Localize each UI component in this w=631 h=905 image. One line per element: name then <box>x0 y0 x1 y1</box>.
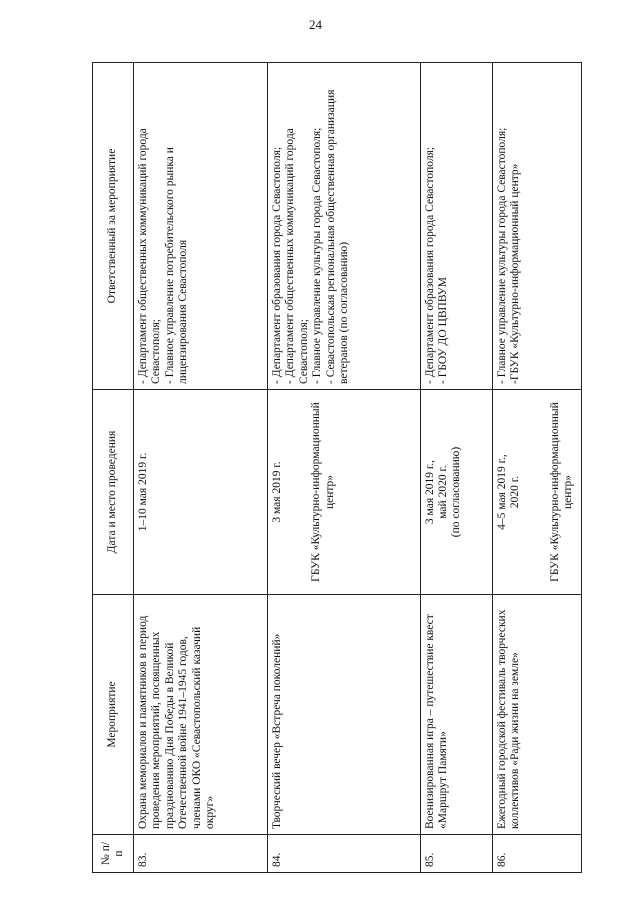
table-header-row <box>93 63 134 873</box>
date-line: (по согласованию) <box>450 446 463 538</box>
responsible-line: - Департамент образования города Севастополя; <box>271 146 283 384</box>
responsible-line: - Главное управление культуры города Севастополя; <box>495 127 508 384</box>
date-line: 4–5 мая 2019 г., <box>495 454 508 530</box>
responsible-line: - Главное управление потребительского рынка и лицензирования Севастополя <box>163 147 190 384</box>
row-date <box>492 390 581 595</box>
table-row <box>134 63 268 873</box>
place-line: ГБУК «Культурно-информационный центр» <box>548 402 574 582</box>
row-event: Военизированная игра – путешествие квест «Маршрут Памяти» <box>420 595 492 835</box>
table-row <box>268 63 421 873</box>
row-responsible <box>268 63 421 390</box>
responsible-line: - Департамент образования города Севастополя; <box>423 146 436 384</box>
header-responsible: Ответственный за мероприятие <box>93 63 134 390</box>
page-number: 24 <box>309 17 322 32</box>
row-responsible <box>492 63 581 390</box>
date-line: 3 мая 2019 г. <box>271 461 283 523</box>
row-date <box>420 390 492 595</box>
events-table <box>92 62 582 873</box>
responsible-line: - ГБОУ ДО ЦВПВУМ <box>436 277 449 384</box>
header-num: № п/п <box>93 835 134 873</box>
responsible-line: - Департамент общественных коммуникаций города Севастополя; <box>284 128 310 384</box>
rotated-table-wrapper <box>92 63 582 873</box>
place-line: ГБУК «Культурно-информационный центр» <box>310 402 336 582</box>
header-date: Дата и место проведения <box>93 390 134 595</box>
responsible-line: -ГБУК «Культурно-информационный центр» <box>509 163 522 384</box>
row-date <box>268 390 421 595</box>
date-line: 1–10 мая 2019 г. <box>137 452 149 532</box>
date-line: май 2020 г. <box>436 465 449 519</box>
table-row <box>420 63 492 873</box>
row-responsible <box>420 63 492 390</box>
date-line: 2020 г. <box>509 475 522 509</box>
row-num: 84. <box>268 835 421 873</box>
row-event: Ежегодный городской фестиваль творческих коллективов «Ради жизни на земле» <box>492 595 581 835</box>
row-num: 86. <box>492 835 581 873</box>
row-num: 83. <box>134 835 268 873</box>
row-responsible <box>134 63 268 390</box>
responsible-line: - Департамент общественных коммуникаций города Севастополя; <box>137 128 163 384</box>
responsible-line: - Севастопольская региональная общественная организация ветеранов (по согласованию) <box>324 89 351 384</box>
table-row <box>492 63 581 873</box>
header-event: Мероприятие <box>93 595 134 835</box>
responsible-line: - Главное управление культуры города Севастополя; <box>311 127 324 384</box>
row-event: Творческий вечер «Встреча поколений» <box>268 595 421 835</box>
row-date <box>134 390 268 595</box>
date-line: 3 мая 2019 г., <box>423 459 436 525</box>
row-event: Охрана мемориалов и памятников в период проведения мероприятий, посвященных празднованию Дня Победы в Великой Отечественной войне 1941–1945 годов, членами ОКО «Севастопольский казачий округ» <box>134 595 268 835</box>
row-num: 85. <box>420 835 492 873</box>
